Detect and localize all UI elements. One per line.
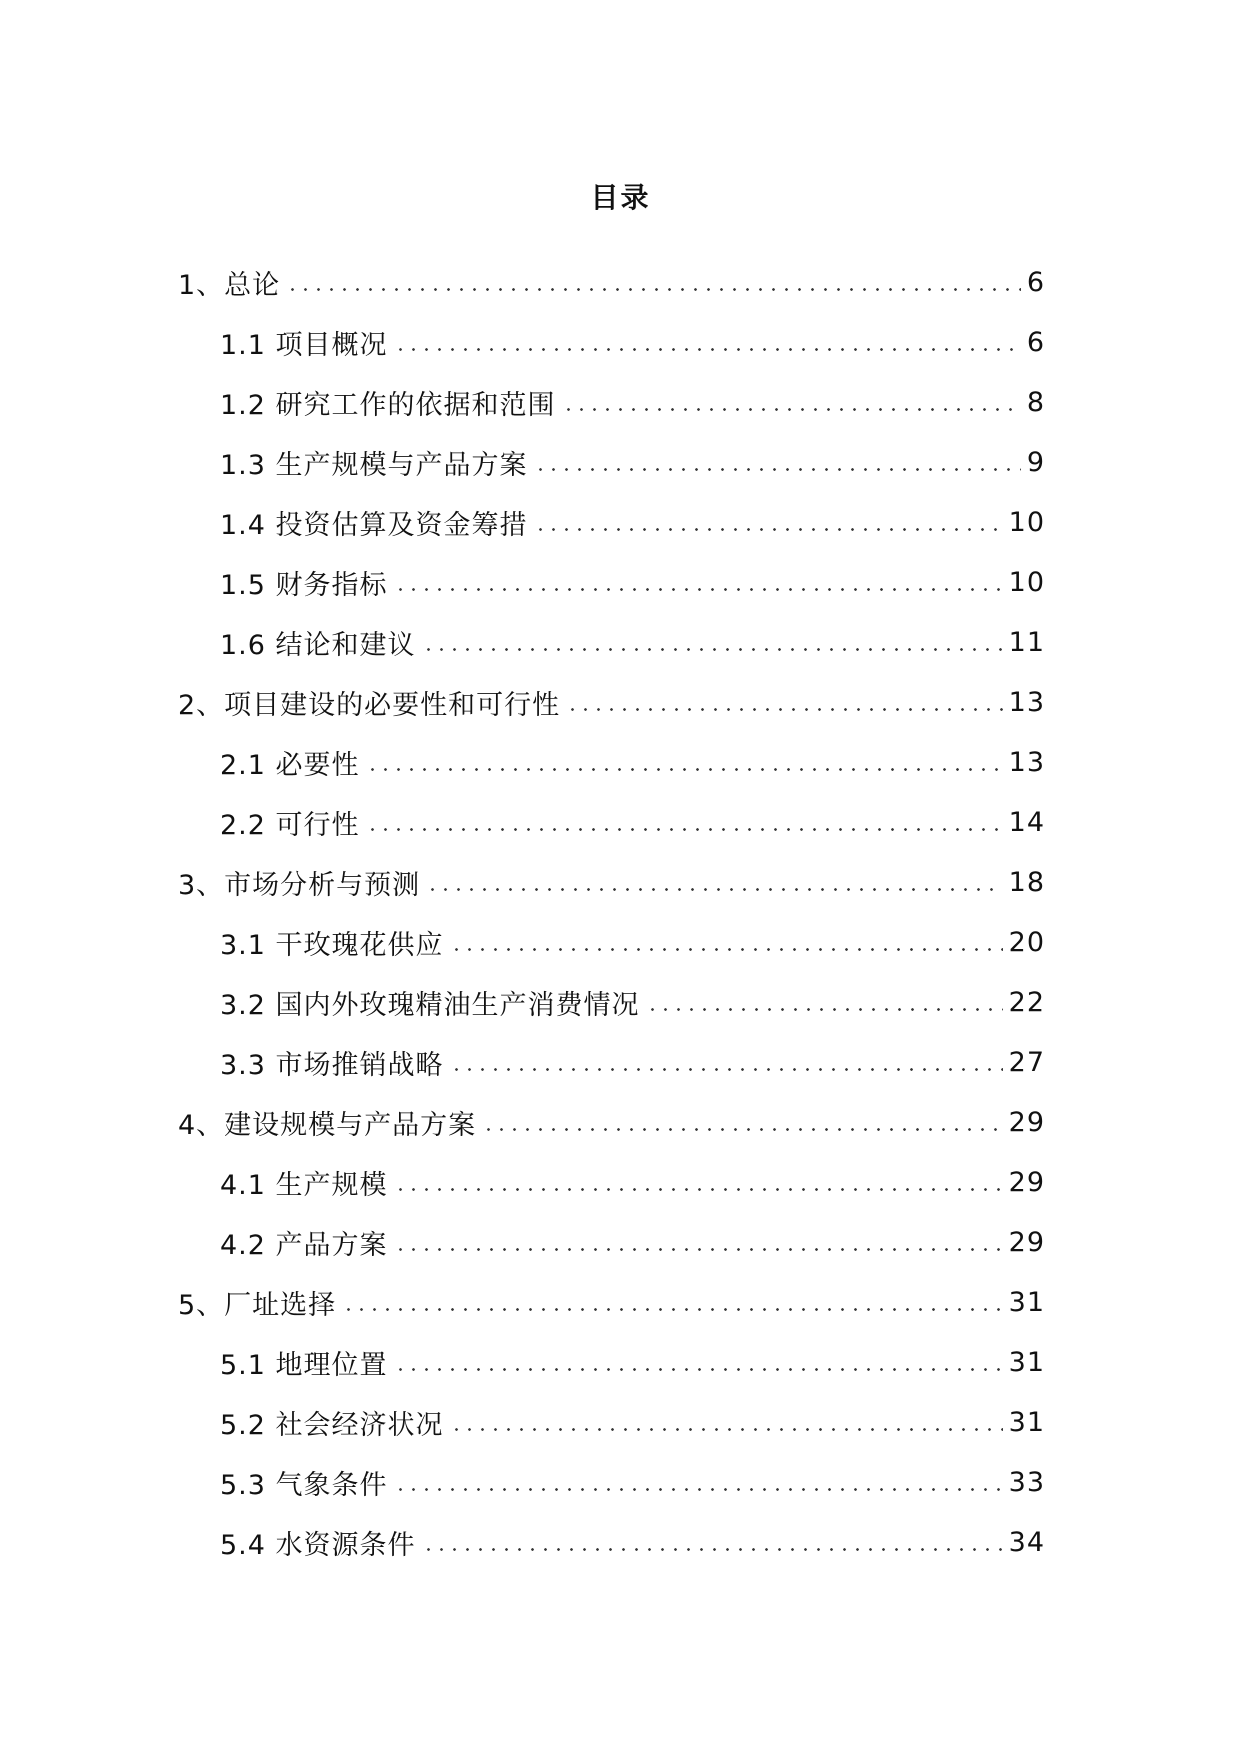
toc-entry[interactable] <box>178 1452 1045 1512</box>
toc-leader-dots <box>450 948 1003 951</box>
toc-leader-dots <box>450 1428 1003 1431</box>
toc-leader-dots <box>534 468 1021 471</box>
toc-leader-dots <box>366 828 1003 831</box>
toc-entry-page: 13 <box>1008 746 1045 778</box>
toc-leader-dots <box>422 648 1003 651</box>
toc-leader-dots <box>394 1488 1003 1491</box>
toc-leader-dots <box>394 1248 1003 1251</box>
toc-leader-dots <box>366 768 1003 771</box>
toc-entry[interactable] <box>178 1092 1045 1152</box>
toc-entry[interactable] <box>178 972 1045 1032</box>
toc-leader-dots <box>394 348 1021 351</box>
toc-entry-page: 29 <box>1008 1166 1045 1198</box>
toc-entry[interactable] <box>178 612 1045 672</box>
toc-leader-dots <box>422 1548 1003 1551</box>
toc-entry[interactable] <box>178 1032 1045 1092</box>
toc-entry-label: 1.2 研究工作的依据和范围 <box>220 389 556 421</box>
toc-entry[interactable] <box>178 252 1045 312</box>
toc-entry-page: 6 <box>1026 266 1045 298</box>
toc-entry[interactable] <box>178 432 1045 492</box>
toc-leader-dots <box>426 888 1002 891</box>
toc-entry-page: 8 <box>1026 386 1045 418</box>
toc-entry-page: 31 <box>1008 1346 1045 1378</box>
toc-entry-label: 2.2 可行性 <box>220 809 360 841</box>
toc-entry-label: 3.3 市场推销战略 <box>220 1049 444 1081</box>
toc-entry-label: 1.6 结论和建议 <box>220 629 416 661</box>
toc-entry[interactable] <box>178 1512 1045 1572</box>
toc-entry-page: 22 <box>1008 986 1045 1018</box>
toc-entry-label: 3.1 干玫瑰花供应 <box>220 929 444 961</box>
toc-entry[interactable] <box>178 912 1045 972</box>
toc-entry-label: 3.2 国内外玫瑰精油生产消费情况 <box>220 989 640 1021</box>
toc-leader-dots <box>566 708 1002 711</box>
toc-leader-dots <box>482 1128 1002 1131</box>
toc-leader-dots <box>562 408 1021 411</box>
toc-entry-label: 1.1 项目概况 <box>220 329 388 361</box>
toc-leader-dots <box>342 1308 1002 1311</box>
toc-entry-page: 6 <box>1026 326 1045 358</box>
toc-entry-page: 31 <box>1008 1406 1045 1438</box>
toc-entry[interactable] <box>178 492 1045 552</box>
toc-entry[interactable] <box>178 1392 1045 1452</box>
toc-entry-page: 29 <box>1008 1226 1045 1258</box>
toc-entry-label: 3、市场分析与预测 <box>178 869 421 901</box>
toc-leader-dots <box>394 588 1003 591</box>
toc-entry[interactable] <box>178 552 1045 612</box>
toc-entry-page: 27 <box>1008 1046 1045 1078</box>
toc-entry-label: 1.3 生产规模与产品方案 <box>220 449 528 481</box>
toc-entry-page: 13 <box>1008 686 1045 718</box>
toc-entry-label: 1.4 投资估算及资金筹措 <box>220 509 528 541</box>
toc-entry-label: 5.4 水资源条件 <box>220 1529 416 1561</box>
toc-entry-label: 2.1 必要性 <box>220 749 360 781</box>
toc-entry-label: 5、厂址选择 <box>178 1289 337 1321</box>
toc-entry[interactable] <box>178 672 1045 732</box>
toc-leader-dots <box>394 1188 1003 1191</box>
toc-entry[interactable] <box>178 1332 1045 1392</box>
toc-entry-label: 5.1 地理位置 <box>220 1349 388 1381</box>
toc-entry-page: 18 <box>1008 866 1045 898</box>
toc-entry-page: 33 <box>1008 1466 1045 1498</box>
toc-entry-page: 29 <box>1008 1106 1045 1138</box>
toc-leader-dots <box>394 1368 1003 1371</box>
toc-entry[interactable] <box>178 1272 1045 1332</box>
toc-entry[interactable] <box>178 372 1045 432</box>
toc-entry[interactable] <box>178 732 1045 792</box>
toc-entry-page: 34 <box>1008 1526 1045 1558</box>
toc-leader-dots <box>534 528 1003 531</box>
toc-entry-label: 1.5 财务指标 <box>220 569 388 601</box>
toc-leader-dots <box>646 1008 1003 1011</box>
toc-entry-page: 11 <box>1008 626 1045 658</box>
table-of-contents <box>178 252 1045 1572</box>
toc-entry-label: 4、建设规模与产品方案 <box>178 1109 477 1141</box>
toc-entry-page: 20 <box>1008 926 1045 958</box>
toc-entry-label: 5.3 气象条件 <box>220 1469 388 1501</box>
toc-entry[interactable] <box>178 1212 1045 1272</box>
toc-entry[interactable] <box>178 852 1045 912</box>
toc-entry-page: 14 <box>1008 806 1045 838</box>
toc-entry-label: 2、项目建设的必要性和可行性 <box>178 689 561 721</box>
toc-entry-page: 10 <box>1008 506 1045 538</box>
toc-leader-dots <box>286 288 1021 291</box>
toc-entry[interactable] <box>178 1152 1045 1212</box>
toc-entry-label: 5.2 社会经济状况 <box>220 1409 444 1441</box>
toc-entry-page: 10 <box>1008 566 1045 598</box>
toc-entry-label: 4.1 生产规模 <box>220 1169 388 1201</box>
toc-entry-page: 9 <box>1026 446 1045 478</box>
toc-entry-label: 1、总论 <box>178 269 281 301</box>
toc-entry[interactable] <box>178 792 1045 852</box>
toc-entry[interactable] <box>178 312 1045 372</box>
toc-entry-page: 31 <box>1008 1286 1045 1318</box>
toc-title: 目录 <box>590 181 651 214</box>
toc-entry-label: 4.2 产品方案 <box>220 1229 388 1261</box>
toc-leader-dots <box>450 1068 1003 1071</box>
